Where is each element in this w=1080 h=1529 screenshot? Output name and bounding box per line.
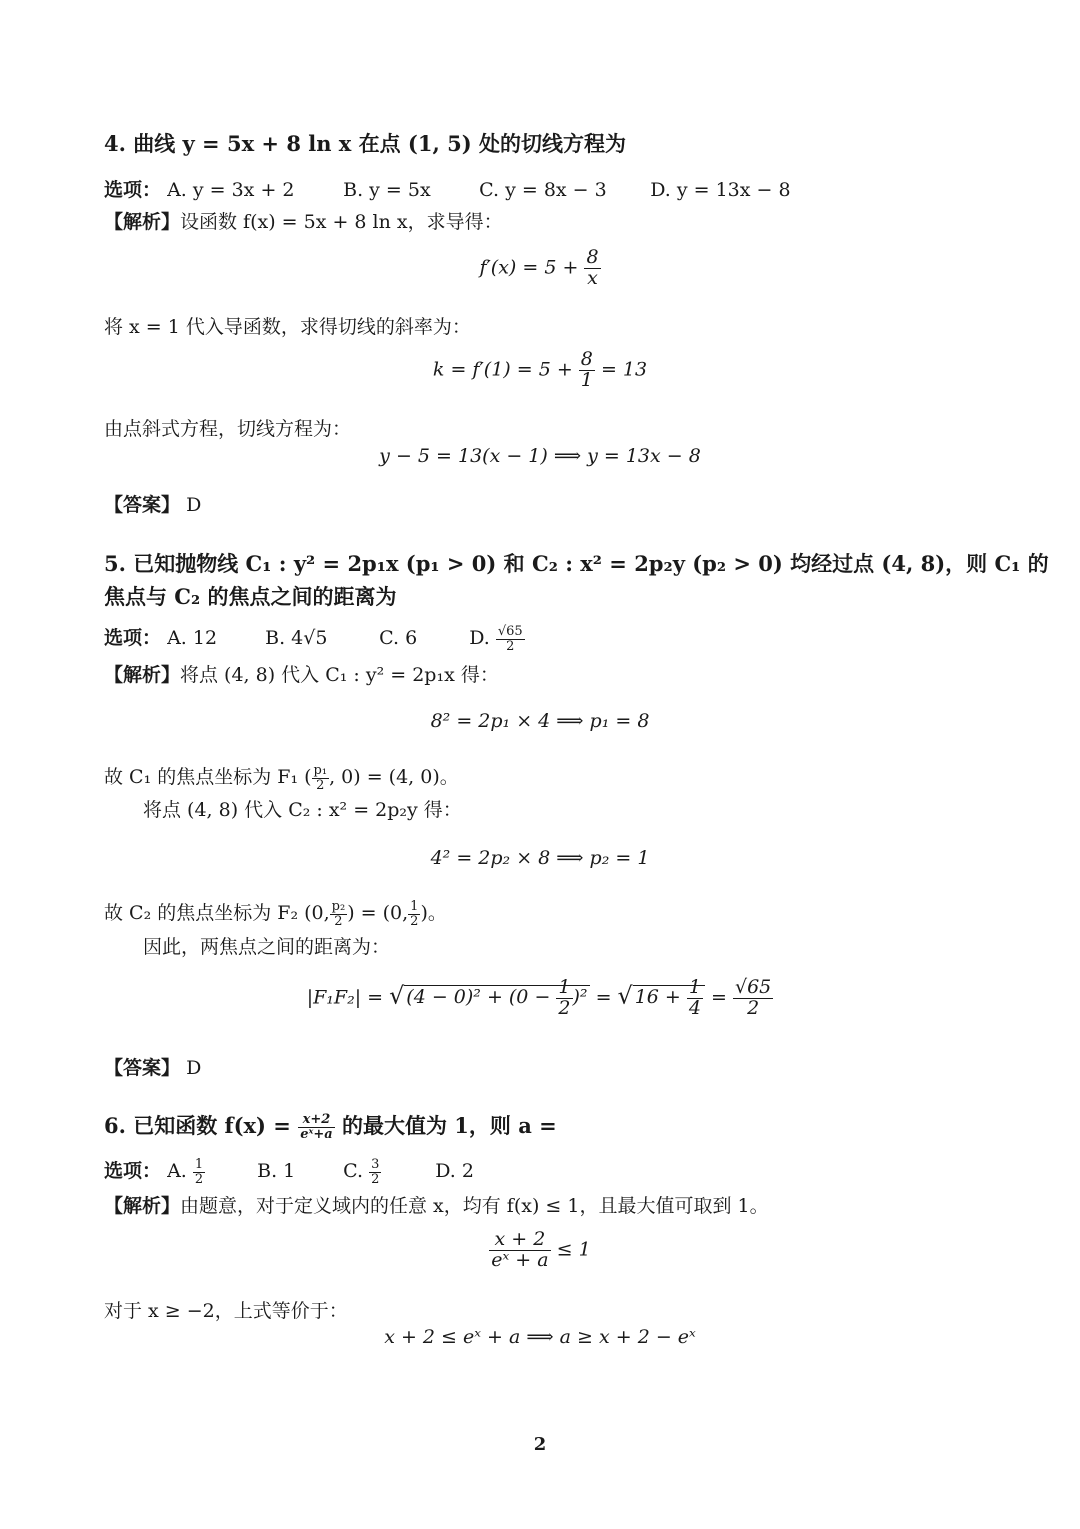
fraction (312, 764, 330, 792)
option-d-prefix: D. (469, 627, 490, 649)
option-c: C. 6 (379, 627, 418, 649)
fraction (556, 978, 572, 1019)
option-a-prefix: A. (167, 1160, 187, 1182)
equation-distance (0, 978, 1080, 1019)
fraction-denominator: eˣ+a (300, 1127, 333, 1142)
text-part: , 0) = (4, 0)。 (329, 766, 459, 788)
radicand (404, 976, 589, 1019)
radicand (633, 976, 705, 1019)
fraction-numerator: x+2 (298, 1113, 334, 1128)
fraction-numerator: 1 (688, 976, 701, 998)
fraction (369, 1158, 381, 1186)
equation-equivalent: x + 2 ≤ eˣ + a ⟹ a ≥ x + 2 − eˣ (384, 1326, 696, 1348)
fraction-denominator: 4 (688, 996, 701, 1019)
problem-4-analysis (104, 207, 503, 234)
problem-4-answer (104, 490, 201, 517)
fraction-numerator: x + 2 (489, 1230, 550, 1251)
equation-lhs: |F₁F₂| = (306, 986, 384, 1009)
answer-value: D (186, 494, 202, 516)
fraction (579, 350, 595, 391)
problem-4-text-3: 由点斜式方程，切线方程为： (104, 418, 352, 440)
equation-p2: 4² = 2p₂ × 8 ⟹ p₂ = 1 (430, 847, 650, 869)
option-d: D. 2 (435, 1160, 474, 1182)
problem-5-options (104, 623, 525, 653)
problem-6-text-2: 对于 x ≥ −2，上式等价于： (104, 1300, 348, 1322)
options-label: 选项： (104, 1160, 162, 1182)
fraction-numerator: √65 (734, 976, 772, 998)
option-d (469, 623, 524, 654)
text-part: 故 C₁ 的焦点坐标为 F₁ ( (104, 766, 312, 788)
analysis-text: 将点 (4, 8) 代入 C₁ : y² = 2p₁x 得： (180, 664, 499, 686)
text-part: )。 (420, 902, 447, 924)
page-number: 2 (533, 1434, 547, 1455)
sqrt-sign: √ (617, 981, 633, 1010)
option-a: A. 12 (167, 627, 218, 649)
equation-rhs: ≤ 1 (556, 1238, 591, 1261)
equation-tangent-line: y − 5 = 13(x − 1) ⟹ y = 13x − 8 (379, 445, 701, 467)
fraction (584, 248, 600, 289)
option-d: D. y = 13x − 8 (650, 179, 791, 201)
question-part: 的最大值为 1，则 a = (341, 1113, 557, 1138)
equation-derivative (0, 248, 1080, 289)
fraction-denominator: 2 (747, 996, 760, 1019)
option-c-prefix: C. (343, 1160, 364, 1182)
analysis-label: 【解析】 (104, 211, 181, 233)
fraction (330, 900, 348, 928)
radicand-part: 16 + (634, 986, 681, 1009)
option-c (343, 1158, 429, 1186)
fraction (733, 978, 773, 1019)
equation-lhs: f′(x) = 5 + (479, 256, 579, 279)
equation-inequality (0, 1230, 1080, 1271)
radicand-part: (4 − 0)² + (0 − (406, 986, 551, 1009)
answer-value: D (186, 1057, 202, 1079)
option-b: B. 4√5 (265, 627, 328, 649)
option-a (167, 1158, 251, 1186)
equation-rhs: = 13 (600, 358, 648, 381)
fraction-numerator: 8 (580, 348, 593, 370)
problem-4-question: 4. 曲线 y = 5x + 8 ln x 在点 (1, 5) 处的切线方程为 (104, 131, 626, 156)
fraction-numerator: p₂ (331, 898, 346, 914)
problem-5-text-3: 将点 (4, 8) 代入 C₂ : x² = 2p₂y 得： (143, 799, 462, 821)
problem-4-text-2: 将 x = 1 代入导函数，求得切线的斜率为： (104, 316, 471, 338)
fraction (298, 1113, 334, 1141)
problem-5-text-5: 因此，两焦点之间的距离为： (143, 936, 391, 958)
equation-slope (0, 350, 1080, 391)
problem-5-question-line-1: 5. 已知抛物线 C₁ : y² = 2p₁x (p₁ > 0) 和 C₂ : x² = 2p₂y (p₂ > 0) 均经过点 (4, 8)，则 C₁ 的 (104, 551, 1049, 576)
fraction-numerator: 1 (410, 898, 419, 914)
options-label: 选项： (104, 627, 162, 649)
fraction (489, 1230, 550, 1271)
answer-label: 【答案】 (104, 494, 181, 516)
question-part: 6. 已知函数 f(x) = (104, 1113, 291, 1138)
fraction-denominator: 1 (580, 368, 593, 391)
fraction-denominator: eˣ + a (491, 1248, 549, 1271)
options-label: 选项： (104, 179, 162, 201)
fraction-denominator: 2 (316, 777, 325, 793)
analysis-label: 【解析】 (104, 1195, 181, 1217)
fraction-denominator: 2 (558, 996, 571, 1019)
fraction (408, 900, 420, 928)
option-c: C. y = 8x − 3 (479, 179, 607, 201)
fraction (687, 978, 703, 1019)
equals-sign: = (595, 986, 612, 1009)
problem-5-question-line-2: 焦点与 C₂ 的焦点之间的距离为 (104, 584, 397, 609)
fraction (496, 625, 525, 653)
sqrt-sign: √ (389, 981, 405, 1010)
problem-4-options (104, 175, 791, 202)
analysis-text: 由题意，对于定义域内的任意 x，均有 f(x) ≤ 1，且最大值可取到 1。 (180, 1195, 769, 1217)
problem-5-text-4 (104, 898, 447, 928)
text-part: ) = (0, (347, 902, 409, 924)
fraction-numerator: 3 (371, 1156, 380, 1172)
problem-5-text-2 (104, 762, 459, 792)
fraction-numerator: p₁ (313, 762, 328, 778)
fraction-numerator: √65 (497, 623, 523, 639)
option-b: B. y = 5x (343, 179, 431, 201)
problem-6-question (104, 1110, 557, 1142)
option-b: B. 1 (257, 1160, 296, 1182)
fraction-denominator: 2 (410, 913, 419, 929)
fraction-denominator: 2 (194, 1171, 204, 1187)
equation-lhs: k = f′(1) = 5 + (432, 358, 573, 381)
problem-6-options (104, 1156, 474, 1186)
problem-5-analysis (104, 660, 499, 687)
analysis-text: 设函数 f(x) = 5x + 8 ln x，求导得： (180, 211, 503, 233)
radicand-part: )² (572, 986, 588, 1009)
fraction-denominator: x (587, 266, 598, 289)
problem-6-analysis (104, 1191, 769, 1218)
fraction-denominator: 2 (334, 913, 343, 929)
equation-p1: 8² = 2p₁ × 4 ⟹ p₁ = 8 (430, 710, 650, 732)
fraction-denominator: 2 (506, 638, 515, 654)
fraction-numerator: 8 (586, 246, 599, 268)
equals-sign: = (711, 986, 727, 1009)
text-part: 故 C₂ 的焦点坐标为 F₂ (0, (104, 902, 330, 924)
fraction (193, 1158, 205, 1186)
problem-5-answer (104, 1053, 201, 1080)
analysis-label: 【解析】 (104, 664, 181, 686)
fraction-numerator: 1 (558, 976, 571, 998)
fraction-denominator: 2 (371, 1171, 380, 1187)
answer-label: 【答案】 (104, 1057, 181, 1079)
fraction-numerator: 1 (194, 1156, 204, 1172)
option-a: A. y = 3x + 2 (167, 179, 295, 201)
